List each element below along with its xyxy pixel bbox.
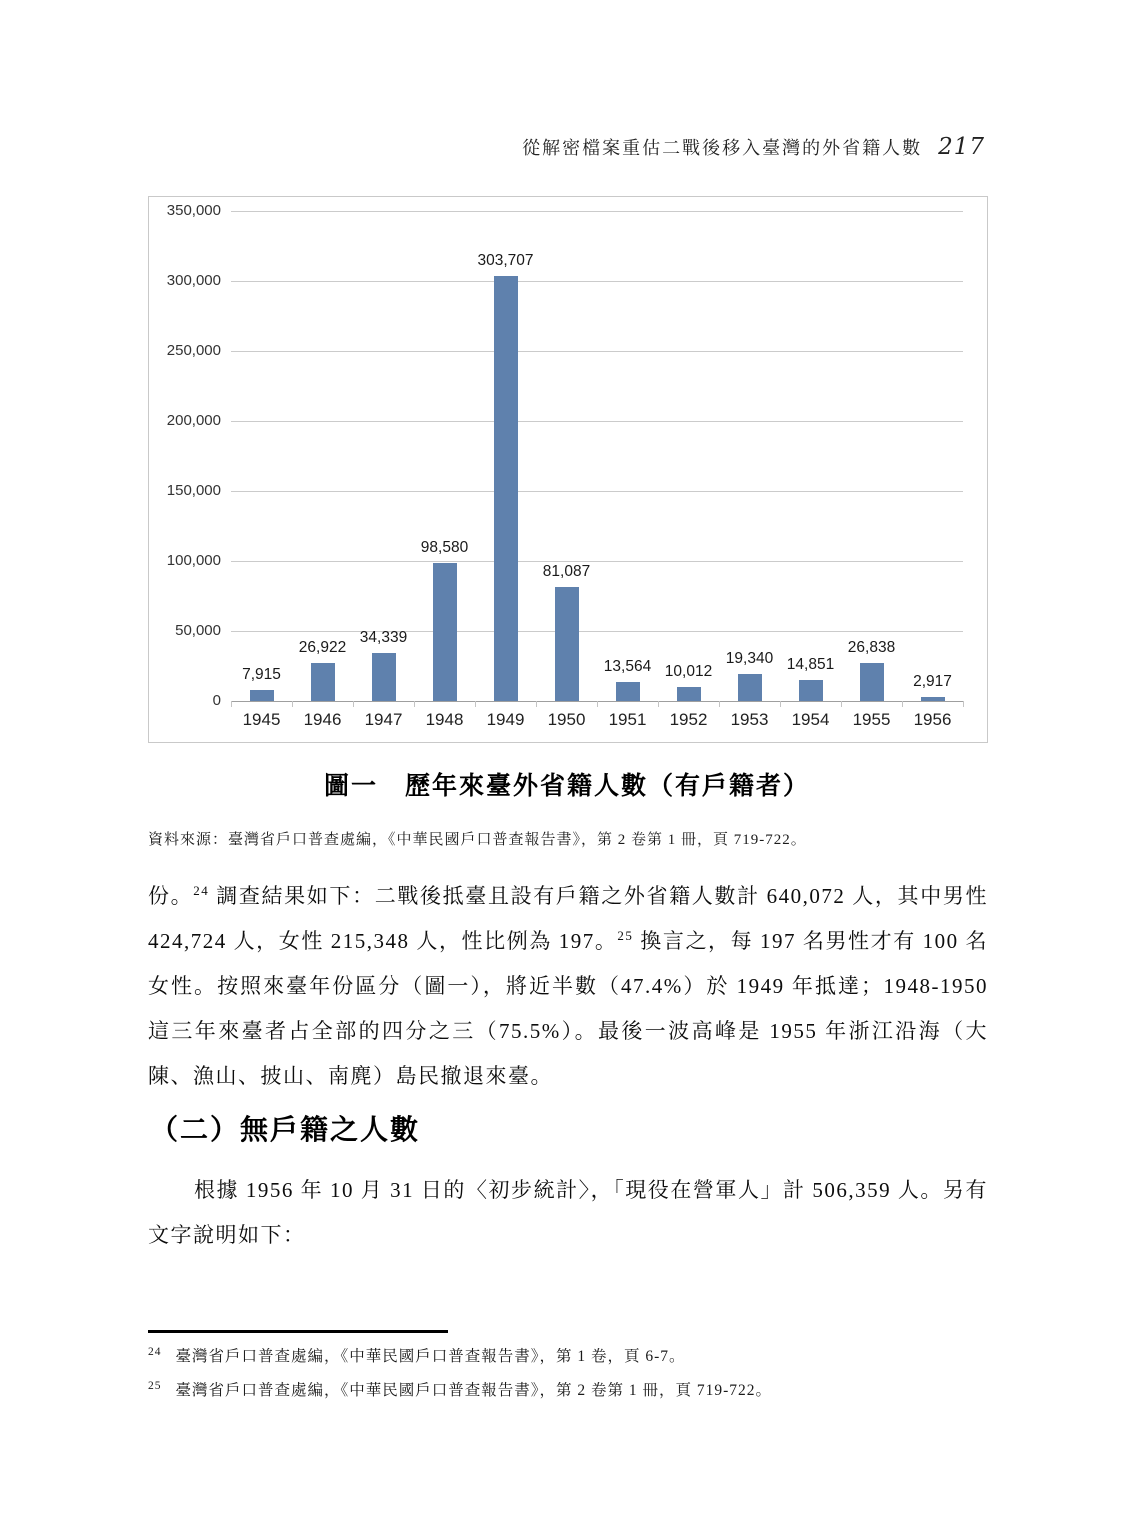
bar-1949 [494, 276, 518, 701]
x-axis-category-label: 1948 [425, 710, 464, 729]
x-axis-category-label: 1956 [913, 710, 952, 729]
y-axis-tick-label: 50,000 [175, 622, 221, 639]
running-header [522, 134, 985, 160]
bar-1951 [616, 682, 640, 701]
x-axis-tick [292, 701, 293, 707]
x-axis-category-label: 1955 [852, 710, 891, 729]
x-axis-tick [597, 701, 598, 707]
y-axis-tick-label: 100,000 [166, 552, 221, 569]
y-axis-tick-label: 350,000 [166, 202, 221, 219]
footnote-text: 臺灣省戶口普查處編，《中華民國戶口普查報告書》，第 1 卷，頁 6-7。 [175, 1348, 686, 1365]
x-axis-category-label: 1949 [486, 710, 525, 729]
y-axis-tick-label: 150,000 [166, 482, 221, 499]
x-axis-category-label: 1954 [791, 710, 830, 729]
bar-value-label: 13,564 [603, 658, 652, 675]
footnote-marker: 25 [617, 928, 634, 943]
x-axis-category-label: 1952 [669, 710, 708, 729]
x-axis-tick [536, 701, 537, 707]
x-axis-tick [475, 701, 476, 707]
x-axis-category-label: 1945 [242, 710, 281, 729]
gridline [231, 351, 963, 352]
bar-1948 [433, 563, 457, 701]
bar-1947 [372, 653, 396, 701]
bar-value-label: 7,915 [242, 665, 281, 683]
bar-value-label: 81,087 [542, 563, 591, 581]
footnote-number: 24 [148, 1345, 162, 1358]
y-axis-tick-label: 0 [212, 692, 221, 709]
x-axis-tick [780, 701, 781, 707]
gridline [231, 281, 963, 282]
x-axis-category-label: 1946 [303, 710, 342, 729]
section-heading: （二）無戶籍之人數 [150, 1115, 421, 1146]
x-axis-tick [963, 701, 964, 707]
bar-1952 [677, 687, 701, 701]
bar-value-label: 34,339 [359, 628, 408, 646]
x-axis-tick [719, 701, 720, 707]
paragraph-2: 根據 1956 年 10 月 31 日的〈初步統計〉，「現役在營軍人」計 506,359 人。另有文字說明如下： [148, 1178, 988, 1247]
x-axis-category-label: 1953 [730, 710, 769, 729]
y-axis-tick-label: 250,000 [166, 342, 221, 359]
paragraph-1: 份。$^{24}$ 調查結果如下：二戰後抵臺且設有戶籍之外省籍人數計 640,072 人，其中男性 424,724 人，女性 215,348 人，性比例為 197。$^{25}$ 換言之，每 197 名男性才有 100 名女性。按照來臺年份區分（圖一），將近半數（47.4%）於 1949 年抵達；1948-1950 這三年來臺者占全部的四分之三（75.5%）。最後一波高峰是 1955 年浙江沿海（大陳、漁山、披山、南麂）島民撤退來臺。 [148, 883, 989, 1088]
bar-value-label: 10,012 [664, 662, 713, 680]
x-axis-tick [841, 701, 842, 707]
footnotes [148, 1340, 990, 1408]
x-axis-tick [353, 701, 354, 707]
x-axis-tick [231, 701, 232, 707]
footnote-marker: 24 [193, 883, 210, 898]
x-axis-tick [414, 701, 415, 707]
y-axis-tick-label: 300,000 [166, 272, 221, 289]
bar-value-label: 19,340 [725, 649, 774, 667]
x-axis-category-label: 1951 [608, 710, 647, 729]
gridline [231, 211, 963, 212]
bar-value-label: 303,707 [477, 251, 534, 269]
gridline [231, 561, 963, 562]
page-number: 217 [938, 134, 985, 160]
x-axis-category-label: 1947 [364, 710, 403, 729]
figure-1-bar-chart [148, 196, 988, 743]
bar-value-label: 98,580 [420, 538, 469, 556]
gridline [231, 421, 963, 422]
footnote-number: 25 [148, 1379, 162, 1392]
bar-value-label: 26,922 [298, 639, 347, 657]
bar-1953 [738, 674, 762, 701]
bar-1950 [555, 587, 579, 701]
bar-1956 [921, 697, 945, 701]
running-title: 從解密檔案重估二戰後移入臺灣的外省籍人數 [522, 138, 923, 158]
x-axis-category-label: 1950 [547, 710, 586, 729]
bar-1945 [250, 690, 274, 701]
bar-1946 [311, 663, 335, 701]
footnote-separator-rule [148, 1330, 448, 1333]
bar-value-label: 14,851 [786, 656, 835, 674]
footnote [148, 1340, 990, 1374]
figure-source-note: 資料來源：臺灣省戶口普查處編，《中華民國戶口普查報告書》，第 2 卷第 1 冊，頁 719-722。 [148, 832, 807, 848]
bar-value-label: 26,838 [847, 639, 896, 657]
gridline [231, 491, 963, 492]
bar-1954 [799, 680, 823, 701]
bar-value-label: 2,917 [913, 672, 952, 690]
footnote-text: 臺灣省戶口普查處編，《中華民國戶口普查報告書》，第 2 卷第 1 冊，頁 719-722。 [175, 1382, 773, 1399]
x-axis-tick [902, 701, 903, 707]
x-axis-tick [658, 701, 659, 707]
figure-caption: 圖一 歷年來臺外省籍人數（有戶籍者） [323, 773, 810, 800]
y-axis-tick-label: 200,000 [166, 412, 221, 429]
footnote [148, 1374, 990, 1408]
